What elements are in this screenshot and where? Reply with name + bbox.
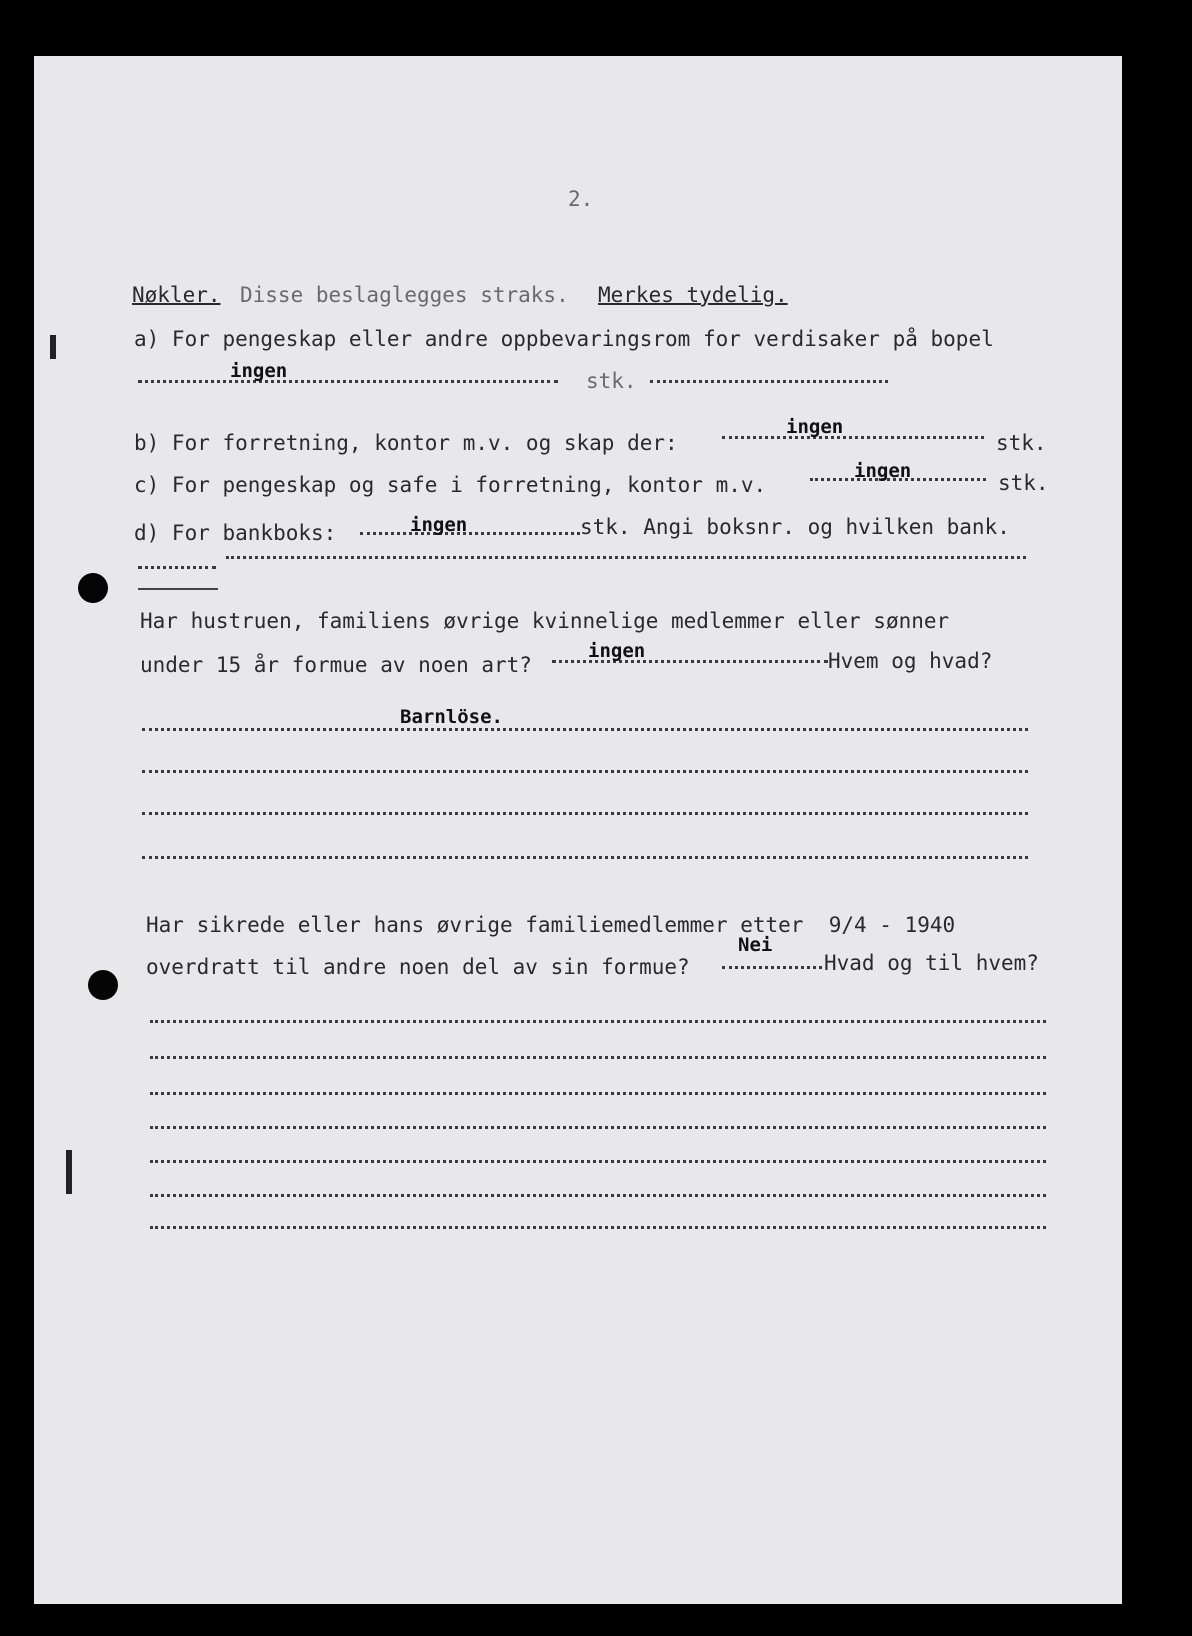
wife-question-end: Hvem og hvad? (828, 649, 993, 673)
answer-line (150, 1160, 1046, 1163)
edge-mark-bottom (66, 1150, 72, 1194)
answer-line (138, 380, 558, 383)
keys-item-c-unit: stk. (998, 471, 1049, 495)
answer-line (142, 770, 1028, 773)
keys-item-a: a) For pengeskap eller andre oppbevaringsrom for verdisaker på bopel (134, 327, 994, 351)
wife-question-line-1: Har hustruen, familiens øvrige kvinnelige medlemmer eller sønner (140, 609, 950, 633)
binder-hole-bottom (88, 970, 118, 1000)
binder-hole-top (78, 573, 108, 603)
answer-line (722, 966, 822, 969)
answer-line (150, 1056, 1046, 1059)
keys-instruction: Disse beslaglegges straks. (240, 283, 569, 307)
answer-line (142, 812, 1028, 815)
answer-line (150, 1020, 1046, 1023)
answer-line (360, 532, 580, 535)
transfer-question-line-1: Har sikrede eller hans øvrige familiemedlemmer etter 9/4 - 1940 (146, 913, 956, 937)
answer-line (142, 728, 1028, 731)
keys-item-b-unit: stk. (996, 431, 1047, 455)
answer-line (138, 566, 216, 569)
page-number: 2. (568, 187, 594, 211)
answer-line (226, 556, 1026, 559)
answer-line (650, 380, 888, 383)
edge-mark-top (50, 335, 56, 359)
keys-item-d-rest: stk. Angi boksnr. og hvilken bank. (580, 515, 1010, 539)
answer-line (150, 1092, 1046, 1095)
transfer-answer: Nei (738, 934, 773, 956)
keys-item-a-answer: ingen (230, 360, 288, 382)
keys-item-a-unit: stk. (586, 369, 637, 393)
answer-line (142, 856, 1028, 859)
keys-item-d-answer: ingen (410, 514, 468, 536)
keys-instruction-emphasis: Merkes tydelig. (598, 283, 788, 307)
keys-item-c-answer: ingen (854, 460, 912, 482)
wife-detail-answer: Barnlöse. (400, 706, 503, 728)
answer-line (150, 1126, 1046, 1129)
wife-question-line-2: under 15 år formue av noen art? (140, 653, 532, 677)
keys-item-c: c) For pengeskap og safe i forretning, kontor m.v. (134, 473, 767, 497)
keys-heading: Nøkler. (132, 283, 221, 307)
section-divider (138, 588, 218, 590)
answer-line (150, 1226, 1046, 1229)
keys-item-b: b) For forretning, kontor m.v. og skap der: (134, 431, 678, 455)
transfer-question-end: Hvad og til hvem? (824, 951, 1039, 975)
transfer-question-line-2: overdratt til andre noen del av sin formue? (146, 955, 690, 979)
keys-item-d: d) For bankboks: (134, 521, 337, 545)
answer-line (150, 1194, 1046, 1197)
keys-item-b-answer: ingen (786, 416, 844, 438)
wife-answer: ingen (588, 640, 646, 662)
answer-line (722, 436, 984, 439)
